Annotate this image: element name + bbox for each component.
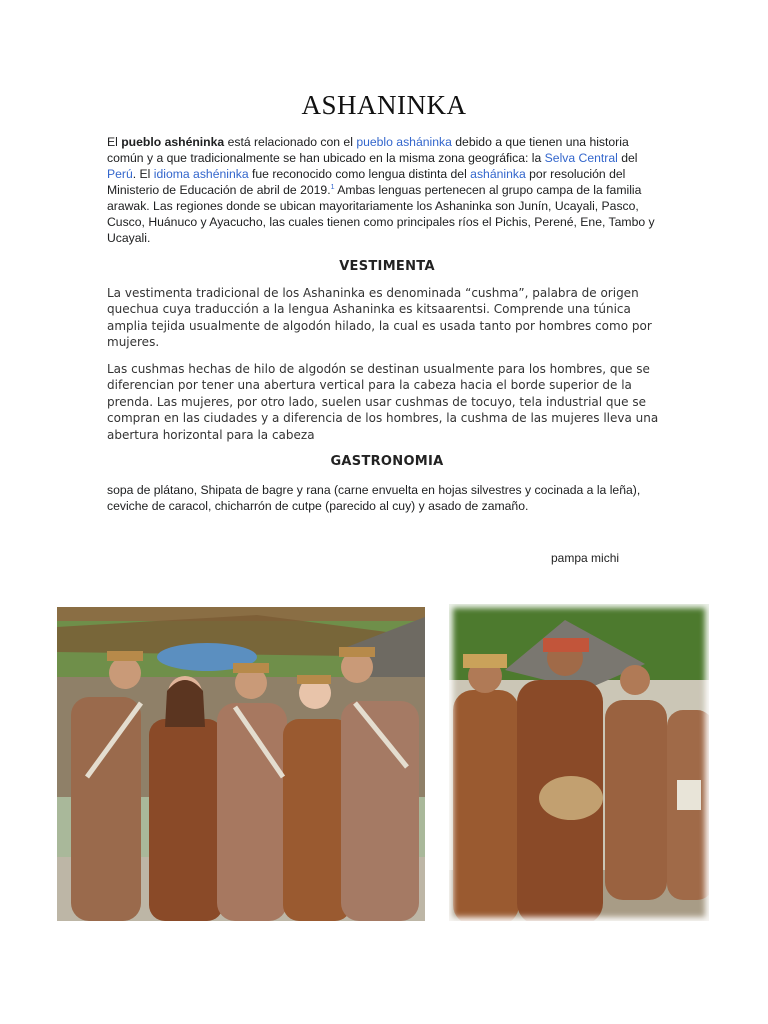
link-peru[interactable]: Perú — [107, 167, 133, 181]
intro-text: fue reconocido como lengua distinta del — [248, 167, 471, 181]
link-ashaninka[interactable]: asháninka — [470, 167, 526, 181]
intro-bold-term: pueblo ashéninka — [121, 135, 225, 149]
intro-text: El — [107, 135, 122, 149]
vestimenta-paragraph-1: La vestimenta tradicional de los Ashaninka es denominada “cushma”, palabra de origen quechua cuya traducción a la lengua Ashaninka es kitsaarentsi. Comprende una túnica amplia tejida usualmente de algodón hilado, la cual es usada tanto por hombres como por mujeres. — [107, 286, 652, 350]
intro-text: . El — [132, 167, 154, 181]
link-pueblo-ashaninka[interactable]: pueblo asháninka — [356, 135, 452, 149]
gastronomia-paragraph: sopa de plátano, Shipata de bagre y rana (carne envuelta en hojas silvestres y cocinada a la leña), ceviche de caracol, chicharrón de cutpe (parecido al cuy) y asado de zamaño. — [107, 483, 641, 513]
link-idioma-asheninka[interactable]: idioma ashéninka — [153, 167, 249, 181]
author-signature: pampa michi — [551, 551, 620, 565]
intro-text: por resolución del Ministerio de Educación de abril de 2019. — [107, 167, 626, 197]
footnote-ref[interactable]: 1 — [330, 183, 335, 191]
group-photo-illustration — [57, 607, 425, 921]
section-heading-gastronomia: GASTRONOMIA — [330, 454, 444, 469]
intro-text: está relacionado con el — [224, 135, 357, 149]
dance-photo-illustration — [445, 600, 713, 925]
document-title: ASHANINKA — [301, 90, 467, 120]
intro-text: Ambas lenguas pertenecen al grupo campa de la familia arawak. Las regiones donde se ubican mayoritariamente los Ashaninka son Junín, Ucayali, Pasco, Cusco, Huánuco y Ayacucho, las cuales tienen como principales ríos el Pichis, Perené, Ene, Tambo y Ucayali. — [107, 183, 655, 245]
photo-ashaninka-group — [57, 607, 425, 921]
section-heading-vestimenta: VESTIMENTA — [339, 259, 435, 274]
link-selva-central[interactable]: Selva Central — [544, 151, 618, 165]
intro-paragraph — [107, 134, 667, 246]
photo-ashaninka-dance — [445, 600, 713, 925]
intro-text: del — [617, 151, 638, 165]
vestimenta-paragraph-2: Las cushmas hechas de hilo de algodón se destinan usualmente para los hombres, que se diferencian por tener una abertura vertical para la cabeza hacia el borde superior de la prenda. Las mujeres, por otro lado, suelen usar cushmas de tocuyo, tela industrial que se compran en las ciudades y a diferencia de los hombres, la cushma de las mujeres lleva una abertura horizontal para la cabeza — [107, 362, 659, 442]
intro-text: debido a que tienen una historia común y a que tradicionalmente se han ubicado en la misma zona geográfica: la — [107, 135, 629, 165]
